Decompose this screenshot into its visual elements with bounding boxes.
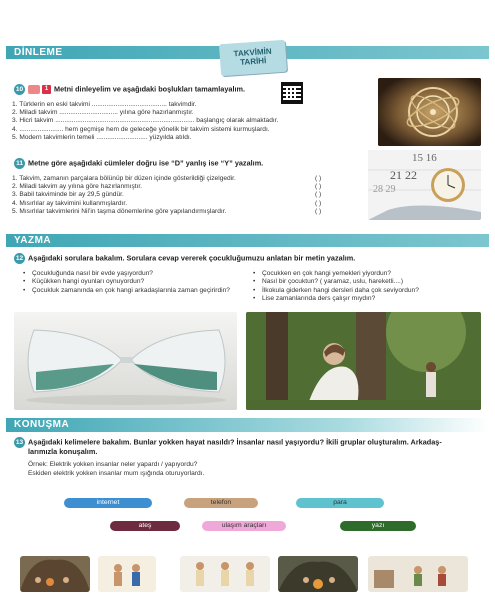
answer-box[interactable]: ( ) (315, 175, 322, 182)
word-pill-para[interactable]: para (296, 498, 384, 508)
word-pill-ates[interactable]: ateş (110, 521, 180, 531)
konusma-section-bar (6, 418, 489, 432)
calendar-watch-photo (368, 150, 481, 220)
illustration-strip (20, 556, 470, 592)
q13-title-line1: Aşağıdaki kelimelere bakalım. Bunlar yokken hayat nasıldı? İnsanlar nasıl yaşıyordu? İkili gruplar oluşturalım. Arkadaş- (28, 437, 442, 447)
calendar-number: 15 16 (412, 152, 437, 164)
q11-list (12, 175, 236, 216)
calendar-number: 21 22 (390, 168, 417, 182)
calendar-number: 28 29 (373, 184, 396, 195)
child-forest-photo (246, 312, 481, 410)
q13-example-line: Eskiden elektrik yokken insanlar mum ışığında oturuyorlardı. (28, 470, 205, 477)
ancient-people-illustration (98, 556, 156, 592)
q12-question: • Nasıl bir çocuktun? ( yaramaz, uslu, hareketli....) (252, 278, 482, 286)
q12-question: • İlkokula giderken hangi dersleri daha çok seviyordun? (252, 287, 482, 295)
badge-line2: TARİHİ (239, 56, 267, 67)
q11-item: 5. Mısırlılar takvimlerini Nil’in taşma dönemlerine göre yapılandırmışlardır. (12, 207, 227, 215)
egyptian-scene-illustration (180, 556, 270, 592)
q10-item: 1. Türklerin en eski takvimi ......................................... takvimdir. (12, 101, 197, 108)
q12-title: Aşağıdaki sorulara bakalım. Sorulara cevap vererek çocukluğumuzu anlatan bir metin yazalım. (28, 253, 356, 263)
yazma-title: YAZMA (14, 235, 52, 246)
q11-number: 11 (14, 158, 25, 169)
q10-item: 5. Modern takvimlerin temeli ............................ yüzyılda atıldı. (12, 133, 192, 141)
q13-title-line2: larımızla konuşalım. (28, 447, 98, 456)
qr-code-icon[interactable] (281, 82, 303, 104)
word-pill-telefon[interactable]: telefon (184, 498, 258, 508)
word-pill-yazi[interactable]: yazı (340, 521, 416, 531)
word-pill-ulasim[interactable]: ulaşım araçları (202, 521, 286, 531)
q11-header (14, 158, 263, 169)
track-tag: 1 (42, 85, 51, 94)
q11-item: 4. Mısırlılar ay takvimini kullanmışlardır. (12, 199, 128, 207)
badge-line1: TAKVİMİN (233, 46, 272, 59)
q13-example (28, 460, 204, 478)
q10-title: Metni dinleyelim ve aşağıdaki boşlukları tamamlayalım. (54, 84, 246, 94)
q12-question: • Çocukken en çok hangi yemekleri yiyordun? (252, 270, 482, 278)
konusma-title: KONUŞMA (14, 419, 70, 430)
q12-question: • Çocukluğunda nasıl bir evde yaşıyordun? (22, 270, 247, 278)
q13-number: 13 (15, 439, 24, 446)
q10-item: 3. Hicri takvim ............................................................................ başlangıç olarak almaktadır. (12, 117, 279, 125)
q12-header (14, 253, 355, 264)
q10-item: 4. ........................ hem geçmişe hem de geleceğe yönelik bir takvim sistemi kurmuşlardı. (12, 125, 270, 133)
q12-question: • Çocukluk zamanında en çok hangi arkadaşlarınla zaman geçirirdin? (22, 287, 247, 295)
q11-item: 2. Miladi takvim ay yılına göre hazırlanmıştır. (12, 183, 143, 191)
answer-box[interactable]: ( ) (315, 207, 322, 215)
village-life-illustration (368, 556, 468, 592)
q10-header (14, 84, 245, 95)
q11-item: 3. Babil takviminde bir ay 29,5 gündür. (12, 191, 124, 199)
q12-right-list (252, 270, 482, 304)
dinleme-title: DİNLEME (14, 47, 63, 58)
cave-fire-illustration (278, 556, 358, 592)
answer-box[interactable]: ( ) (315, 199, 322, 207)
answer-boxes (315, 175, 321, 216)
q11-item: 1. Takvim, zamanın parçalara bölünüp bir düzen içinde gösterildiği çizelgedir. (12, 175, 236, 182)
takvimin-tarihi-badge (219, 40, 287, 77)
yazma-section-bar (6, 234, 489, 247)
q12-left-list (22, 270, 247, 295)
hourglass-photo (14, 312, 237, 410)
q10-item: 2. Miladi takvim ................................ yılına göre hazırlanmıştır. (12, 109, 194, 117)
q12-number: 12 (15, 255, 24, 262)
q12-question: • Küçükken hangi oyunları oynuyordun? (22, 278, 247, 286)
q13-example-line: Örnek: Elektrik yokken insanlar neler yapardı / yapıyordu? (28, 461, 198, 468)
q12-question: • Lise zamanlarında ders çalışır mıydın? (252, 295, 482, 303)
cave-people-illustration (20, 556, 90, 592)
q10-list (12, 101, 278, 142)
audio-icon[interactable] (28, 85, 40, 94)
answer-box[interactable]: ( ) (315, 191, 322, 199)
astrolabe-photo (378, 78, 481, 146)
q10-number: 10 (15, 86, 24, 93)
q11-title: Metne göre aşağıdaki cümleler doğru ise “D” yanlış ise “Y” yazalım. (28, 158, 264, 168)
word-pill-internet[interactable]: internet (64, 498, 152, 508)
answer-box[interactable]: ( ) (315, 183, 322, 191)
